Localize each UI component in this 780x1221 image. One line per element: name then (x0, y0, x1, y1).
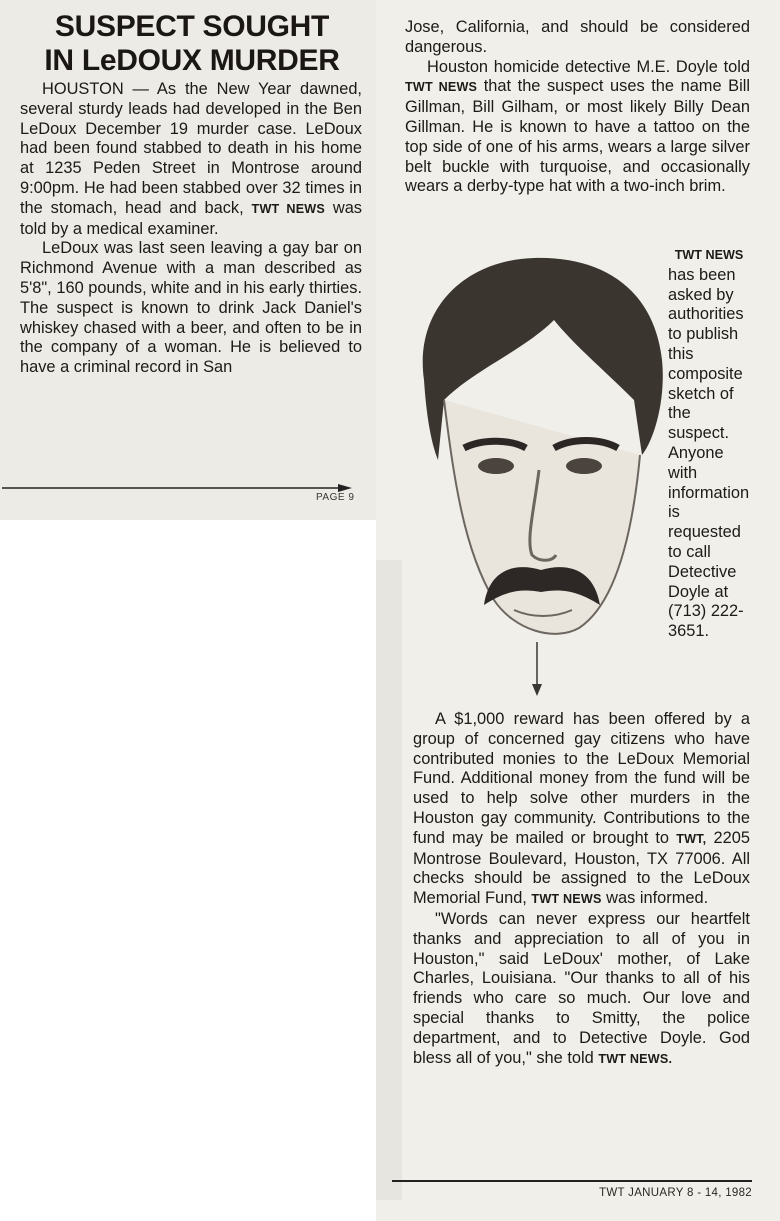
bleed-through-area (376, 560, 402, 1200)
column-right-bottom (413, 710, 750, 1069)
issue-footer: TWT JANUARY 8 - 14, 1982 (599, 1187, 752, 1199)
paragraph-3 (405, 58, 750, 198)
p1-tag: TWT NEWS (251, 201, 325, 216)
headline-line-1: SUSPECT SOUGHT (54, 10, 330, 43)
p5-tag: TWT NEWS. (598, 1051, 673, 1066)
paragraph-1 (20, 80, 362, 239)
p1-text-a: HOUSTON — As the New Year dawned, several sturdy leads had developed in the Ben LeDoux December 19 murder case. LeDoux had been found stabbed to death in his home at 1235 Peden Street in Montrose around 9:00pm. He had been stabbed over 32 times in the stomach, head and back, (20, 80, 362, 217)
column-right-top (405, 18, 750, 197)
arrow-right-icon (2, 484, 352, 498)
column-left (20, 80, 362, 378)
paragraph-2: LeDoux was last seen leaving a gay bar on Richmond Avenue with a man described as 5'8", 160 pounds, white and in his early thirties. The suspect is known to drink Jack Daniel's whiskey chased with a beer, and often to be in the company of a woman. He is believed to have a criminal record in San (20, 239, 362, 377)
p4-tag-1: TWT, (676, 831, 707, 846)
p4-text-b: 2205 Montrose Boulevard, Houston, TX 77006. All checks should be assigned to the LeDoux Memorial Fund, (413, 828, 750, 908)
paragraph-5 (413, 910, 750, 1069)
headline-line-2: IN LeDOUX MURDER (44, 44, 340, 77)
p1-text-b: was told by a medical examiner. (20, 198, 363, 238)
p4-text-c: was informed. (601, 889, 709, 908)
p5-text-a: "Words can never express our heartfelt thanks and appreciation to all of you in Houston," said LeDoux' mother, of Lake Charles, Louisiana. "Our thanks to all of his friends who care so much. Our love and special thanks to Smitty, the police department, and to Detective Doyle. God bless all of you," she told (413, 909, 750, 1067)
page-reference: PAGE 9 (316, 492, 355, 503)
caption-text: has been asked by authorities to publish this composite sketch of the suspect. Anyone with information is requested to call Detective Doyle at (713) 222-3651. (668, 265, 750, 641)
composite-sketch-image (404, 250, 670, 708)
p3-text-a: Houston homicide detective M.E. Doyle told (427, 57, 750, 76)
footer-rule (392, 1180, 752, 1182)
p4-text-a: A $1,000 reward has been offered by a group of concerned gay citizens who have contributed monies to the LeDoux Memorial Fund. Additional money from the fund will be used to help solve other murders in the Houston gay community. Contributions to the fund may be mailed or brought to (413, 710, 750, 847)
paragraph-4 (413, 710, 750, 910)
paragraph-2-continued: Jose, California, and should be considered dangerous. (405, 18, 750, 56)
sidebar-caption (668, 246, 750, 642)
p4-tag-2: TWT NEWS (531, 892, 602, 907)
headline (20, 10, 364, 78)
p3-text-b: that the suspect uses the name Bill Gillman, Bill Gilham, or most likely Billy Dean Gillman. He is known to have a tattoo on the top side of one of his arms, wears a large silver belt buckle with turquoise, and occasionally wears a derby-type hat with a two-inch brim. (405, 77, 750, 196)
caption-tag: TWT NEWS (674, 248, 744, 262)
p3-tag: TWT NEWS (405, 80, 478, 95)
